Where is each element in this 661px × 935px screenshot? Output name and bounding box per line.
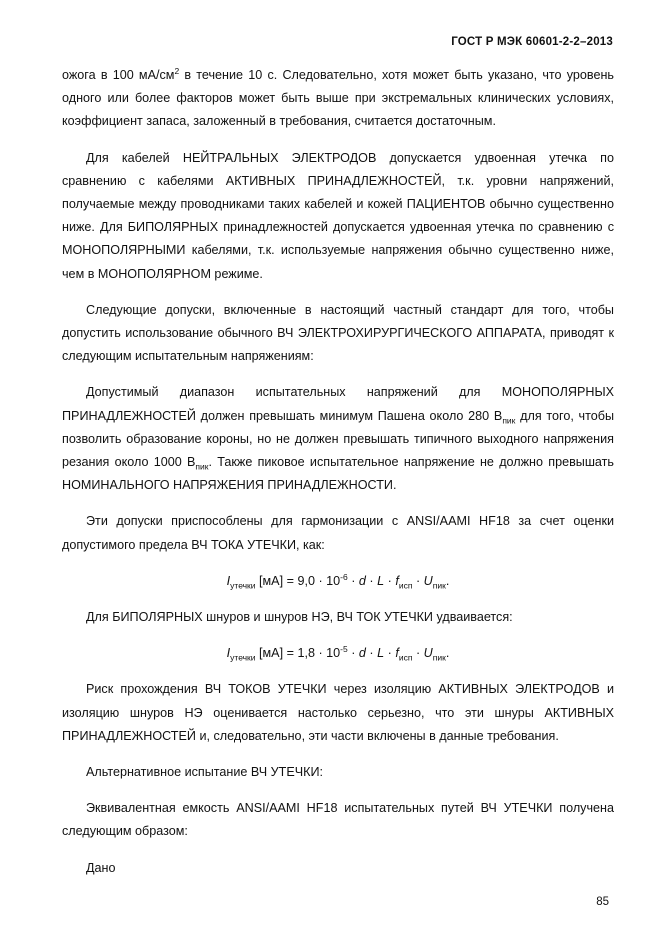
formula-symbol: I bbox=[226, 646, 231, 661]
paragraph-risk: Риск прохождения ВЧ ТОКОВ УТЕЧКИ через изоляцию АКТИВНЫХ ЭЛЕКТРОДОВ и изоляцию шнуров НЭ оценивается настолько серьезно, что эти шнуры АКТИВНЫХ ПРИНАДЛЕЖНОСТЕЙ и, следовательно, эти части включены в данные требования. bbox=[62, 682, 614, 743]
formula-symbol: d bbox=[358, 646, 366, 661]
formula-subscript: пик bbox=[432, 652, 446, 663]
formula-subscript: утечки bbox=[230, 580, 256, 591]
formula-text: [мА] = 9,0 · 10 bbox=[255, 573, 341, 588]
paragraph-text: . Также пиковое испытательное напряжение не должно превышать НОМИНАЛЬНОГО НАПРЯЖЕНИЯ ПРИНАДЛЕЖНОСТИ. bbox=[62, 455, 614, 493]
paragraph-allowances: Следующие допуски, включенные в настоящий частный стандарт для того, чтобы допустить использование обычного ВЧ ЭЛЕКТРОХИРУРГИЧЕСКОГО АППАРАТА, приводят к следующим испытательным напряжениям: bbox=[62, 302, 614, 364]
formula-exponent: -5 bbox=[340, 644, 348, 655]
formula-symbol: L bbox=[377, 573, 385, 588]
formula-symbol: d bbox=[358, 573, 366, 588]
paragraph-bipolar: Для БИПОЛЯРНЫХ шнуров и шнуров НЭ, ВЧ ТОК УТЕЧКИ удваивается: bbox=[86, 610, 513, 625]
formula-subscript: утечки bbox=[230, 652, 256, 663]
paragraph-text: в течение 10 с. Следовательно, хотя может быть указано, что уровень одного или более факторов может быть выше при экстремальных клинических условиях, коэффициент запаса, заложенный в требования, считается достаточным. bbox=[62, 68, 614, 129]
paragraph-text: Допустимый диапазон испытательных напряжений для МОНОПОЛЯРНЫХ ПРИНАДЛЕЖНОСТЕЙ должен превышать минимум Пашена около 280 В bbox=[62, 385, 614, 423]
formula-subscript: пик bbox=[432, 580, 446, 591]
document-header: ГОСТ Р МЭК 60601-2-2–2013 bbox=[451, 36, 613, 48]
paragraph-neutral-electrodes: Для кабелей НЕЙТРАЛЬНЫХ ЭЛЕКТРОДОВ допускается удвоенная утечка по сравнению с кабелями АКТИВНЫХ ПРИНАДЛЕЖНОСТЕЙ, т.к. уровни напряжений, получаемые между проводниками таких кабелей и кожей ПАЦИЕНТОВ обычно существенно ниже. Для БИПОЛЯРНЫХ принадлежностей допускается удвоенная утечка по сравнению с МОНОПОЛЯРНЫМИ кабелями, т.к. используемые напряжения обычно существенно ниже, чем в МОНОПОЛЯРНОМ режиме. bbox=[62, 150, 614, 281]
formula-symbol: U bbox=[423, 573, 433, 588]
formula-end: . bbox=[445, 573, 450, 588]
subscript: пик bbox=[195, 461, 209, 472]
paragraph-given: Дано bbox=[86, 860, 116, 875]
formula-text: [мА] = 1,8 · 10 bbox=[255, 646, 341, 661]
formula-subscript: исп bbox=[398, 652, 413, 663]
formula-symbol: I bbox=[226, 573, 231, 588]
paragraph-text: для того, чтобы позволить образование короны, но не должен превышать типичного выходного напряжения резания около 1000 В bbox=[62, 408, 615, 470]
document-body bbox=[62, 64, 614, 893]
paragraph-equivalent-capacitance: Эквивалентная емкость ANSI/AAMI HF18 испытательных путей ВЧ УТЕЧКИ получена следующим образом: bbox=[62, 801, 614, 839]
formula-exponent: -6 bbox=[340, 571, 348, 582]
formula-symbol: f bbox=[395, 573, 399, 588]
subscript: пик bbox=[502, 415, 516, 426]
paragraph-test-voltages bbox=[62, 381, 614, 497]
formula-symbol: f bbox=[395, 646, 399, 661]
superscript: 2 bbox=[174, 65, 180, 76]
paragraph-alternative-test: Альтернативное испытание ВЧ УТЕЧКИ: bbox=[86, 765, 324, 780]
formula-end: . bbox=[445, 646, 450, 661]
page-number: 85 bbox=[596, 896, 609, 908]
formula-leakage-current: $I_{утечки}$ $[мА] = 9,0 \cdot 10^{-6} \cdot d \cdot L \cdot f_{исп} \cdot U_{пик}$. bbox=[226, 571, 450, 591]
paragraph-text: ожога в 100 мА/см bbox=[62, 68, 175, 82]
paragraph-continuation bbox=[62, 64, 614, 134]
paragraph-harmonization: Эти допуски приспособлены для гармонизации с ANSI/AAMI HF18 за счет оценки допустимого предела ВЧ ТОКА УТЕЧКИ, как: bbox=[62, 514, 614, 552]
formula-symbol: L bbox=[377, 646, 385, 661]
formula-symbol: U bbox=[423, 646, 433, 661]
formula-leakage-current-bipolar: $I_{утечки}$ $[мА] = 1,8 \cdot 10^{-5} \cdot d \cdot L \cdot f_{исп} \cdot U_{пик}$. bbox=[226, 644, 450, 663]
formula-subscript: исп bbox=[398, 580, 413, 591]
